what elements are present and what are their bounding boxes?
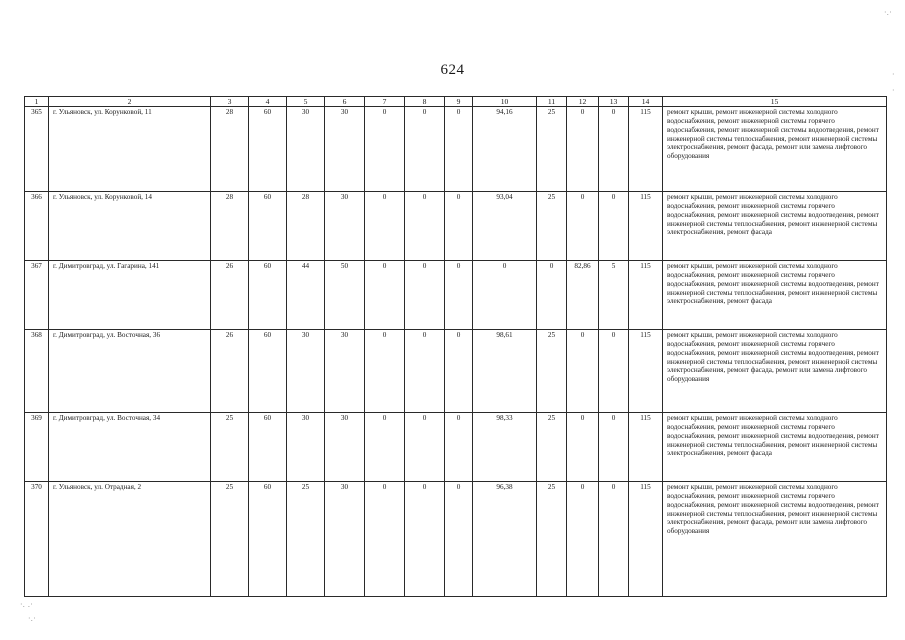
value-cell: 115 bbox=[629, 330, 663, 413]
value-cell: 30 bbox=[325, 330, 365, 413]
value-cell: 0 bbox=[405, 107, 445, 192]
column-number: 6 bbox=[325, 97, 365, 107]
value-cell: 25 bbox=[537, 482, 567, 597]
value-cell: 115 bbox=[629, 261, 663, 330]
table-row bbox=[25, 107, 887, 192]
row-number-cell: 368 bbox=[25, 330, 49, 413]
value-cell: 0 bbox=[567, 107, 599, 192]
value-cell: 5 bbox=[599, 261, 629, 330]
value-cell: 0 bbox=[405, 330, 445, 413]
table-row bbox=[25, 261, 887, 330]
scan-speck: · bbox=[892, 70, 895, 79]
value-cell: 26 bbox=[211, 261, 249, 330]
repair-works-cell: ремонт крыши, ремонт инженерной системы холодного водоснабжения, ремонт инженерной системы горячего водоснабжения, ремонт инженерной системы водоотведения, ремонт инженерной системы теплоснабжения, ремонт инженерной системы электроснабжения, ремонт фасада bbox=[663, 261, 887, 330]
value-cell: 0 bbox=[567, 413, 599, 482]
table-row bbox=[25, 330, 887, 413]
value-cell: 28 bbox=[211, 192, 249, 261]
table-row bbox=[25, 413, 887, 482]
value-cell: 115 bbox=[629, 482, 663, 597]
value-cell: 0 bbox=[405, 192, 445, 261]
value-cell: 25 bbox=[287, 482, 325, 597]
value-cell: 93,04 bbox=[473, 192, 537, 261]
row-number-cell: 370 bbox=[25, 482, 49, 597]
column-number: 7 bbox=[365, 97, 405, 107]
value-cell: 0 bbox=[537, 261, 567, 330]
value-cell: 0 bbox=[365, 261, 405, 330]
value-cell: 115 bbox=[629, 107, 663, 192]
value-cell: 0 bbox=[365, 413, 405, 482]
value-cell: 25 bbox=[211, 482, 249, 597]
value-cell: 25 bbox=[211, 413, 249, 482]
value-cell: 60 bbox=[249, 330, 287, 413]
value-cell: 0 bbox=[445, 413, 473, 482]
address-cell: г. Ульяновск, ул. Корунковой, 11 bbox=[49, 107, 211, 192]
value-cell: 0 bbox=[445, 482, 473, 597]
row-number-cell: 365 bbox=[25, 107, 49, 192]
scan-speck: ·. .· bbox=[20, 600, 33, 609]
value-cell: 0 bbox=[473, 261, 537, 330]
value-cell: 0 bbox=[567, 330, 599, 413]
value-cell: 94,16 bbox=[473, 107, 537, 192]
value-cell: 0 bbox=[365, 482, 405, 597]
value-cell: 0 bbox=[365, 330, 405, 413]
value-cell: 0 bbox=[405, 413, 445, 482]
repair-works-cell: ремонт крыши, ремонт инженерной системы холодного водоснабжения, ремонт инженерной системы горячего водоснабжения, ремонт инженерной системы водоотведения, ремонт инженерной системы теплоснабжения, ремонт инженерной системы электроснабжения, ремонт фасада bbox=[663, 192, 887, 261]
page-number: 624 bbox=[440, 62, 465, 78]
value-cell: 0 bbox=[365, 107, 405, 192]
value-cell: 28 bbox=[287, 192, 325, 261]
value-cell: 0 bbox=[405, 482, 445, 597]
value-cell: 0 bbox=[445, 330, 473, 413]
value-cell: 30 bbox=[325, 413, 365, 482]
value-cell: 96,38 bbox=[473, 482, 537, 597]
scan-speck: ·.· bbox=[28, 614, 36, 623]
value-cell: 0 bbox=[445, 261, 473, 330]
value-cell: 98,61 bbox=[473, 330, 537, 413]
column-number: 15 bbox=[663, 97, 887, 107]
repair-program-table bbox=[24, 96, 887, 597]
column-number: 5 bbox=[287, 97, 325, 107]
column-number: 4 bbox=[249, 97, 287, 107]
value-cell: 0 bbox=[599, 330, 629, 413]
value-cell: 50 bbox=[325, 261, 365, 330]
column-number: 11 bbox=[537, 97, 567, 107]
value-cell: 60 bbox=[249, 107, 287, 192]
value-cell: 115 bbox=[629, 413, 663, 482]
address-cell: г. Димитровград, ул. Восточная, 36 bbox=[49, 330, 211, 413]
column-number: 1 bbox=[25, 97, 49, 107]
value-cell: 0 bbox=[445, 192, 473, 261]
value-cell: 44 bbox=[287, 261, 325, 330]
repair-works-cell: ремонт крыши, ремонт инженерной системы холодного водоснабжения, ремонт инженерной системы горячего водоснабжения, ремонт инженерной системы водоотведения, ремонт инженерной системы теплоснабжения, ремонт инженерной системы электроснабжения, ремонт фасада, ремонт или замена лифтового оборудования bbox=[663, 482, 887, 597]
value-cell: 25 bbox=[537, 330, 567, 413]
column-number: 14 bbox=[629, 97, 663, 107]
column-number: 9 bbox=[445, 97, 473, 107]
value-cell: 60 bbox=[249, 482, 287, 597]
value-cell: 0 bbox=[599, 482, 629, 597]
value-cell: 25 bbox=[537, 107, 567, 192]
row-number-cell: 366 bbox=[25, 192, 49, 261]
value-cell: 0 bbox=[567, 482, 599, 597]
repair-works-cell: ремонт крыши, ремонт инженерной системы холодного водоснабжения, ремонт инженерной системы горячего водоснабжения, ремонт инженерной системы водоотведения, ремонт инженерной системы теплоснабжения, ремонт инженерной системы электроснабжения, ремонт фасада, ремонт или замена лифтового оборудования bbox=[663, 107, 887, 192]
value-cell: 26 bbox=[211, 330, 249, 413]
value-cell: 0 bbox=[599, 107, 629, 192]
value-cell: 28 bbox=[211, 107, 249, 192]
column-number-row bbox=[25, 97, 887, 107]
value-cell: 25 bbox=[537, 413, 567, 482]
repair-works-cell: ремонт крыши, ремонт инженерной системы холодного водоснабжения, ремонт инженерной системы горячего водоснабжения, ремонт инженерной системы водоотведения, ремонт инженерной системы теплоснабжения, ремонт инженерной системы электроснабжения, ремонт фасада bbox=[663, 413, 887, 482]
value-cell: 60 bbox=[249, 192, 287, 261]
value-cell: 98,33 bbox=[473, 413, 537, 482]
address-cell: г. Ульяновск, ул. Корунковой, 14 bbox=[49, 192, 211, 261]
column-number: 3 bbox=[211, 97, 249, 107]
column-number: 2 bbox=[49, 97, 211, 107]
value-cell: 60 bbox=[249, 261, 287, 330]
table-row bbox=[25, 482, 887, 597]
value-cell: 0 bbox=[365, 192, 405, 261]
value-cell: 0 bbox=[445, 107, 473, 192]
value-cell: 82,86 bbox=[567, 261, 599, 330]
address-cell: г. Димитровград, ул. Восточная, 34 bbox=[49, 413, 211, 482]
value-cell: 25 bbox=[537, 192, 567, 261]
scan-speck: ·.· bbox=[884, 8, 892, 17]
value-cell: 30 bbox=[325, 482, 365, 597]
address-cell: г. Ульяновск, ул. Отрадная, 2 bbox=[49, 482, 211, 597]
column-number: 13 bbox=[599, 97, 629, 107]
row-number-cell: 369 bbox=[25, 413, 49, 482]
value-cell: 0 bbox=[599, 413, 629, 482]
value-cell: 30 bbox=[325, 107, 365, 192]
value-cell: 30 bbox=[287, 107, 325, 192]
value-cell: 0 bbox=[599, 192, 629, 261]
repair-works-cell: ремонт крыши, ремонт инженерной системы холодного водоснабжения, ремонт инженерной системы горячего водоснабжения, ремонт инженерной системы водоотведения, ремонт инженерной системы теплоснабжения, ремонт инженерной системы электроснабжения, ремонт фасада, ремонт или замена лифтового оборудования bbox=[663, 330, 887, 413]
value-cell: 60 bbox=[249, 413, 287, 482]
value-cell: 0 bbox=[567, 192, 599, 261]
table-row bbox=[25, 192, 887, 261]
value-cell: 115 bbox=[629, 192, 663, 261]
value-cell: 30 bbox=[287, 330, 325, 413]
value-cell: 30 bbox=[325, 192, 365, 261]
column-number: 10 bbox=[473, 97, 537, 107]
value-cell: 0 bbox=[405, 261, 445, 330]
row-number-cell: 367 bbox=[25, 261, 49, 330]
scan-speck: · bbox=[892, 86, 895, 95]
column-number: 12 bbox=[567, 97, 599, 107]
column-number: 8 bbox=[405, 97, 445, 107]
value-cell: 30 bbox=[287, 413, 325, 482]
address-cell: г. Димитровград, ул. Гагарина, 141 bbox=[49, 261, 211, 330]
